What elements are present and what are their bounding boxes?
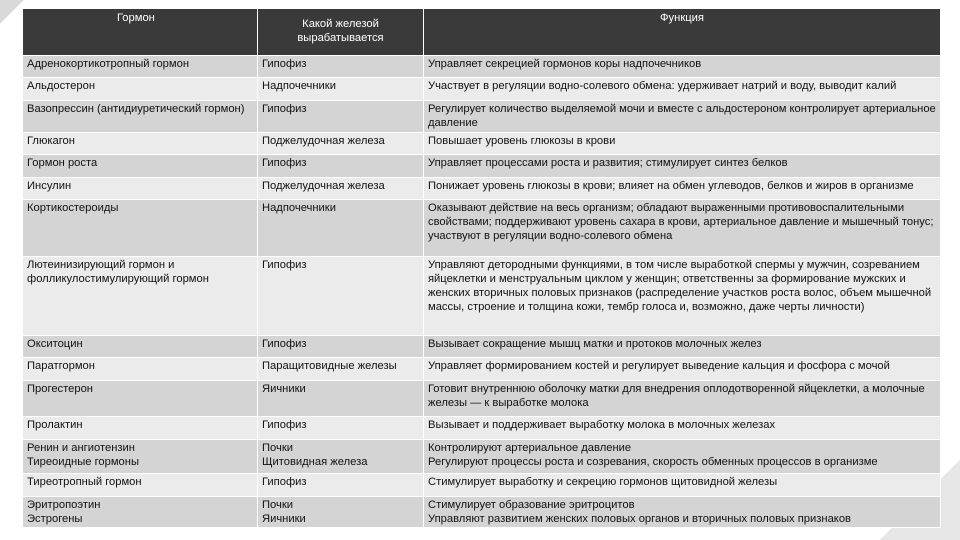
cell-function — [424, 155, 941, 178]
cell-gland — [258, 101, 424, 133]
cell-gland — [258, 257, 424, 336]
cell-gland-text: Гипофиз — [262, 259, 307, 271]
cell-gland — [258, 155, 424, 178]
cell-function — [424, 336, 941, 358]
cell-gland — [258, 474, 424, 497]
table-row — [23, 56, 941, 78]
cell-function-text: Контролируют артериальное давление Регулируют процессы роста и созревания, скорость обменных процессов в организме — [428, 442, 878, 468]
cell-function — [424, 200, 941, 257]
cell-function-text: Оказывают действие на весь организм; обладают выраженными противовоспалительными свойствами; поддерживают уровень сахара в крови, артериальное давление и мышечный тонус; участвуют в регуляции водно-солевого обмена — [428, 202, 934, 242]
cell-hormone-text: Лютеинизирующий гормон и фолликулостимулирующий гормон — [27, 259, 209, 285]
cell-gland — [258, 497, 424, 528]
header-gland: Какой железой вырабатывается — [258, 9, 424, 56]
cell-gland-text: Надпочечники — [262, 80, 336, 92]
cell-function-text: Стимулирует образование эритроцитов Управляют развитием женских половых органов и вторичных половых признаков — [428, 499, 851, 525]
cell-gland — [258, 200, 424, 257]
cell-function — [424, 56, 941, 78]
cell-gland-text: Почки Яичники — [262, 499, 306, 525]
cell-hormone-text: Адренокортикотропный гормон — [27, 58, 189, 70]
cell-gland — [258, 133, 424, 155]
cell-gland — [258, 56, 424, 78]
table-body — [23, 56, 941, 528]
cell-hormone — [23, 101, 258, 133]
cell-hormone — [23, 56, 258, 78]
cell-function-text: Управляет процессами роста и развития; стимулирует синтез белков — [428, 157, 788, 169]
cell-hormone-text: Глюкагон — [27, 135, 75, 147]
cell-hormone — [23, 474, 258, 497]
header-function: Функция — [424, 9, 941, 56]
cell-function-text: Регулирует количество выделяемой мочи и вместе с альдостероном контролирует артериальное давление — [428, 103, 936, 129]
table-header-row — [23, 9, 941, 56]
cell-hormone-text: Вазопрессин (антидиуретический гормон) — [27, 103, 245, 115]
cell-hormone — [23, 257, 258, 336]
cell-function — [424, 101, 941, 133]
cell-gland-text: Надпочечники — [262, 202, 336, 214]
cell-function-text: Стимулирует выработку и секрецию гормонов щитовидной железы — [428, 476, 778, 488]
cell-hormone — [23, 78, 258, 101]
cell-hormone — [23, 417, 258, 440]
table-row — [23, 155, 941, 178]
cell-function-text: Вызывает и поддерживает выработку молока в молочных железах — [428, 419, 776, 431]
table-row — [23, 178, 941, 200]
cell-hormone-text: Инсулин — [27, 180, 72, 192]
cell-hormone-text: Альдостерон — [27, 80, 96, 92]
cell-hormone — [23, 200, 258, 257]
table-row — [23, 358, 941, 381]
cell-function — [424, 417, 941, 440]
cell-function — [424, 358, 941, 381]
cell-function — [424, 474, 941, 497]
cell-function-text: Готовит внутреннюю оболочку матки для внедрения оплодотворенной яйцеклетки, а молочные железы — к выработке молока — [428, 383, 925, 409]
cell-function-text: Управляют детородными функциями, в том числе выработкой спермы у мужчин, созреванием яйцеклетки и менструальным циклом у женщин; ответственны за формирование мужских и женских вторичных половых признаков (распределение участков роста волос, объем мышечной массы, строение и толщина кожи, тембр голоса и, возможно, даже черты личности) — [428, 259, 932, 313]
cell-hormone — [23, 381, 258, 417]
cell-gland-text: Гипофиз — [262, 419, 307, 431]
cell-hormone — [23, 336, 258, 358]
cell-hormone — [23, 497, 258, 528]
cell-hormone — [23, 133, 258, 155]
cell-hormone-text: Пролактин — [27, 419, 83, 431]
table-row — [23, 417, 941, 440]
table-row — [23, 101, 941, 133]
cell-function-text: Управляет секрецией гормонов коры надпочечников — [428, 58, 702, 70]
cell-hormone-text: Прогестерон — [27, 383, 93, 395]
table-row — [23, 336, 941, 358]
cell-function-text: Вызывает сокращение мышц матки и протоков молочных желез — [428, 338, 762, 350]
table-row — [23, 474, 941, 497]
cell-gland-text: Гипофиз — [262, 338, 307, 350]
cell-hormone-text: Тиреотропный гормон — [27, 476, 142, 488]
cell-gland-text: Гипофиз — [262, 103, 307, 115]
cell-function — [424, 257, 941, 336]
cell-gland-text: Яичники — [262, 383, 306, 395]
cell-gland — [258, 178, 424, 200]
table-row — [23, 257, 941, 336]
cell-gland — [258, 78, 424, 101]
cell-function — [424, 78, 941, 101]
cell-hormone-text: Эритропоэтин Эстрогены — [27, 499, 101, 525]
cell-gland — [258, 440, 424, 474]
cell-gland — [258, 417, 424, 440]
cell-hormone — [23, 440, 258, 474]
cell-hormone — [23, 358, 258, 381]
table-row — [23, 133, 941, 155]
cell-function — [424, 381, 941, 417]
cell-hormone-text: Кортикостероиды — [27, 202, 119, 214]
cell-gland — [258, 381, 424, 417]
cell-gland-text: Почки Щитовидная железа — [262, 442, 368, 468]
cell-hormone — [23, 155, 258, 178]
table-row — [23, 497, 941, 528]
cell-function — [424, 440, 941, 474]
cell-gland-text: Паращитовидные железы — [262, 360, 397, 372]
cell-function-text: Участвует в регуляции водно-солевого обмена: удерживает натрий и воду, выводит калий — [428, 80, 897, 92]
cell-hormone-text: Гормон роста — [27, 157, 98, 169]
cell-function-text: Понижает уровень глюкозы в крови; влияет на обмен углеводов, белков и жиров в организме — [428, 180, 914, 192]
cell-function-text: Управляет формированием костей и регулирует выведение кальция и фосфора с мочой — [428, 360, 890, 372]
cell-gland-text: Гипофиз — [262, 476, 307, 488]
cell-function — [424, 178, 941, 200]
cell-gland-text: Гипофиз — [262, 157, 307, 169]
corner-decoration — [0, 0, 24, 24]
cell-gland-text: Поджелудочная железа — [262, 135, 385, 147]
cell-function-text: Повышает уровень глюкозы в крови — [428, 135, 616, 147]
cell-gland — [258, 336, 424, 358]
table-row — [23, 78, 941, 101]
header-hormone: Гормон — [23, 9, 258, 56]
cell-hormone-text: Ренин и ангиотензин Тиреоидные гормоны — [27, 442, 139, 468]
cell-function — [424, 133, 941, 155]
cell-gland-text: Поджелудочная железа — [262, 180, 385, 192]
cell-hormone-text: Окситоцин — [27, 338, 83, 350]
cell-hormone — [23, 178, 258, 200]
cell-gland — [258, 358, 424, 381]
cell-gland-text: Гипофиз — [262, 58, 307, 70]
table-row — [23, 381, 941, 417]
cell-function — [424, 497, 941, 528]
hormone-table — [22, 8, 941, 528]
cell-hormone-text: Паратгормон — [27, 360, 95, 372]
table-row — [23, 200, 941, 257]
table-row — [23, 440, 941, 474]
